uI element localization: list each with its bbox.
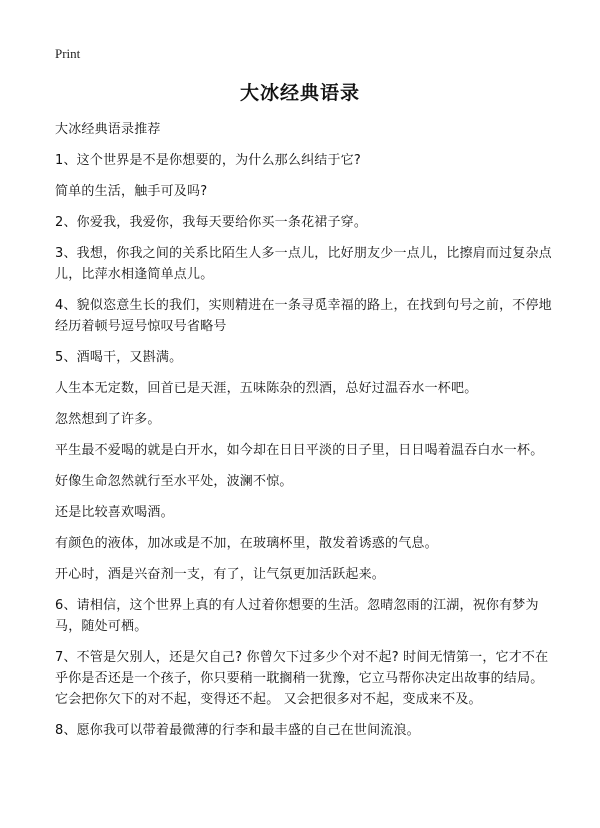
quote-paragraph: 开心时，酒是兴奋剂一支，有了，让气氛更加活跃起来。	[55, 567, 386, 582]
article-subtitle: 大冰经典语录推荐	[55, 122, 161, 137]
quote-paragraph: 6、请相信，这个世界上真的有人过着你想要的生活。忽晴忽雨的江湖，祝你有梦为马，随处可栖。	[55, 598, 539, 634]
article-body	[55, 119, 552, 751]
quote-paragraph: 1、这个世界是不是你想要的，为什么那么纠结于它?	[55, 153, 361, 168]
quote-paragraph: 3、我想，你我之间的关系比陌生人多一点儿，比好朋友少一点儿，比擦肩而过复杂点儿，比萍水相逢简单点儿。	[55, 246, 552, 282]
quote-paragraph: 5、酒喝干，又斟满。	[55, 350, 183, 365]
quote-paragraph: 还是比较喜欢喝酒。	[55, 505, 174, 520]
quote-paragraph: 2、你爱我，我爱你，我每天要给你买一条花裙子穿。	[55, 215, 368, 230]
quote-paragraph: 忽然想到了许多。	[55, 412, 161, 427]
quote-paragraph: 简单的生活，触手可及吗?	[55, 184, 208, 199]
quote-paragraph: 7、不管是欠别人，还是欠自己? 你曾欠下过多少个对不起? 时间无情第一，它才不在乎你是否还是一个孩子，你只要稍一耽搁稍一犹豫，它立马帮你决定出故事的结局。 它会把你欠下的对不起，变得还不起。 又会把很多对不起，变成来不及。	[55, 650, 549, 707]
quote-paragraph: 人生本无定数，回首已是天涯，五味陈杂的烈酒，总好过温吞水一杯吧。	[55, 381, 478, 396]
page-title: 大冰经典语录	[239, 82, 360, 104]
quote-paragraph: 平生最不爱喝的就是白开水，如今却在日日平淡的日子里，日日喝着温吞白水一杯。	[55, 443, 544, 458]
quote-paragraph: 好像生命忽然就行至水平处，波澜不惊。	[55, 474, 293, 489]
quote-paragraph: 8、愿你我可以带着最微薄的行李和最丰盛的自己在世间流浪。	[55, 723, 420, 738]
quote-paragraph: 有颜色的液体，加冰或是不加，在玻璃杯里，散发着诱惑的气息。	[55, 536, 438, 551]
print-link[interactable]: Print	[55, 46, 81, 61]
quote-paragraph: 4、貌似恣意生长的我们，实则精进在一条寻觅幸福的路上，在找到句号之前，不停地经历着顿号逗号惊叹号省略号	[55, 298, 552, 334]
